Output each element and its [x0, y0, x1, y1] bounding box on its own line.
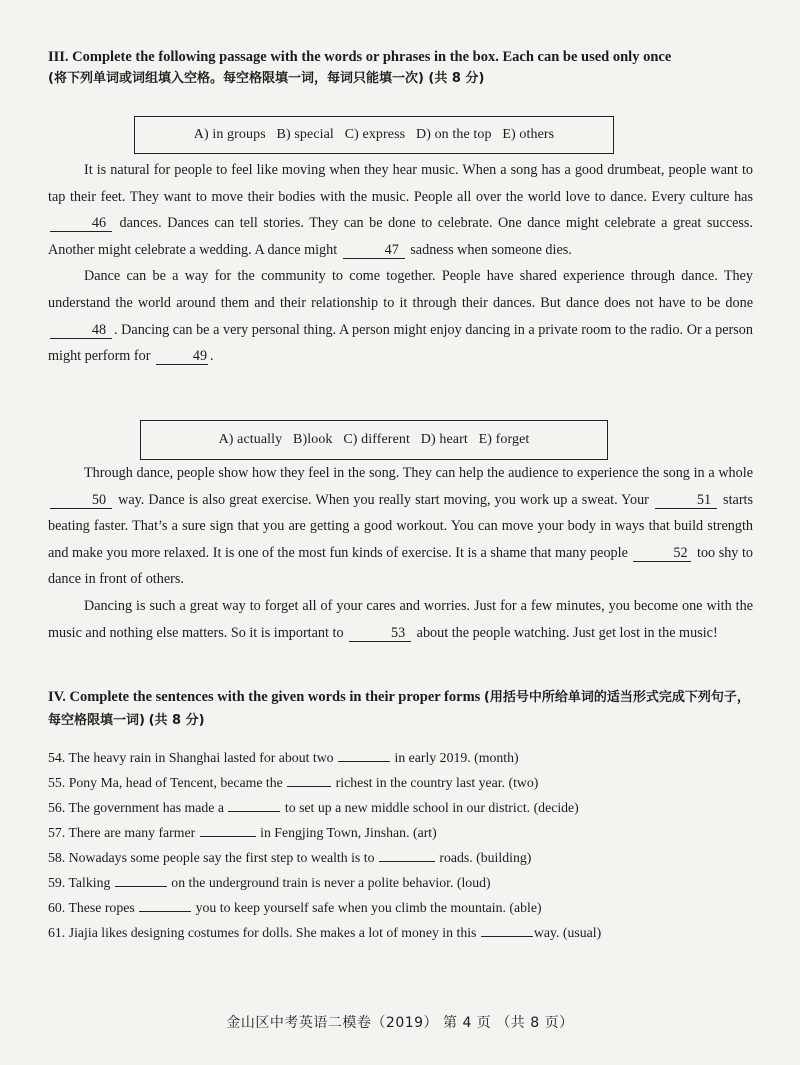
paragraph-4: Dancing is such a great way to forget all of your cares and worries. Just for a few minutes, you become one with the music and nothing else matters. So it is important to 53 about the people watching. Just get lost in the music!	[48, 597, 753, 641]
sentence-61: 61. Jiajia likes designing costumes for dolls. She makes a lot of money in this way. (usual)	[48, 920, 753, 945]
answer-blank-57[interactable]	[200, 822, 256, 837]
sentence-59: 59. Talking on the underground train is never a polite behavior. (loud)	[48, 870, 753, 895]
answer-blank-56[interactable]	[228, 797, 280, 812]
page-footer: 金山区中考英语二模卷（2019） 第 4 页 （共 8 页）	[226, 1015, 574, 1031]
answer-blank-61[interactable]	[481, 922, 533, 937]
passage-part-2	[48, 460, 753, 646]
sentence-58: 58. Nowadays some people say the first step to wealth is to roads. (building)	[48, 845, 753, 870]
word-box-2: A) actually B)look C) different D) heart E) forget	[140, 420, 608, 460]
section-4-title-en: IV. Complete the sentences with the given words in their proper forms	[48, 689, 481, 705]
section-3-title-zh: (将下列单词或词组填入空格。每空格限填一词，每词只能填一次) (共 8 分)	[48, 71, 485, 86]
answer-blank-55[interactable]	[287, 772, 331, 787]
answer-blank-54[interactable]	[338, 747, 390, 762]
section-4-title	[48, 686, 758, 732]
section-4-score: (共 8 分)	[148, 713, 205, 728]
blank-53[interactable]: 53	[349, 625, 411, 642]
paragraph-3: Through dance, people show how they feel in the song. They can help the audience to experience the song in a whole 50 way. Dance is also great exercise. When you really start moving, you work up a sweat. Your 51 starts beating faster. That’s a sure sign that you are getting a good workout. You can move your body in ways that build strength and make you more relaxed. It is one of the most fun kinds of exercise. It is a shame that many people 52 too shy to dance in front of others.	[48, 465, 754, 588]
sentence-55: 55. Pony Ma, head of Tencent, became the richest in the country last year. (two)	[48, 770, 753, 795]
paragraph-1: It is natural for people to feel like moving when they hear music. When a song has a good drumbeat, people want to tap their feet. They want to move their bodies with the music. People all over the world love to dance. Every culture has 46 dances. Dances can tell stories. They can be done to celebrate. One dance might celebrate a great success. Another might celebrate a wedding. A dance might 47 sadness when someone dies.	[48, 162, 753, 258]
passage-part-1	[48, 157, 753, 370]
word-box-1: A) in groups B) special C) express D) on the top E) others	[134, 116, 614, 154]
blank-49[interactable]: 49	[156, 348, 208, 365]
answer-blank-58[interactable]	[379, 847, 435, 862]
section-3-title-en: III. Complete the following passage with the words or phrases in the box. Each can be used only once	[48, 49, 672, 65]
blank-48[interactable]: 48	[50, 322, 112, 339]
blank-52[interactable]: 52	[633, 545, 691, 562]
section-3-title	[48, 46, 758, 90]
sentence-54: 54. The heavy rain in Shanghai lasted for about two in early 2019. (month)	[48, 745, 753, 770]
blank-51[interactable]: 51	[655, 492, 717, 509]
answer-blank-59[interactable]	[115, 872, 167, 887]
blank-46[interactable]: 46	[50, 215, 112, 232]
sentence-56: 56. The government has made a to set up a new middle school in our district. (decide)	[48, 795, 753, 820]
sentence-57: 57. There are many farmer in Fengjing Town, Jinshan. (art)	[48, 820, 753, 845]
blank-50[interactable]: 50	[50, 492, 112, 509]
sentence-60: 60. These ropes you to keep yourself safe when you climb the mountain. (able)	[48, 895, 753, 920]
blank-47[interactable]: 47	[343, 242, 405, 259]
paragraph-2: Dance can be a way for the community to come together. People have shared experience through dance. They understand the world around them and their relationship to it through their dances. But dance does not have to be done 48 . Dancing can be a very personal thing. A person might enjoy dancing in a private room to the radio. Or a person might perform for 49 .	[48, 268, 753, 365]
answer-blank-60[interactable]	[139, 897, 191, 912]
section-4-title-zh: (用括号中所给单词的适当形式完成下列句子，每空格限填一词)	[48, 690, 750, 728]
sentence-list	[48, 745, 753, 945]
